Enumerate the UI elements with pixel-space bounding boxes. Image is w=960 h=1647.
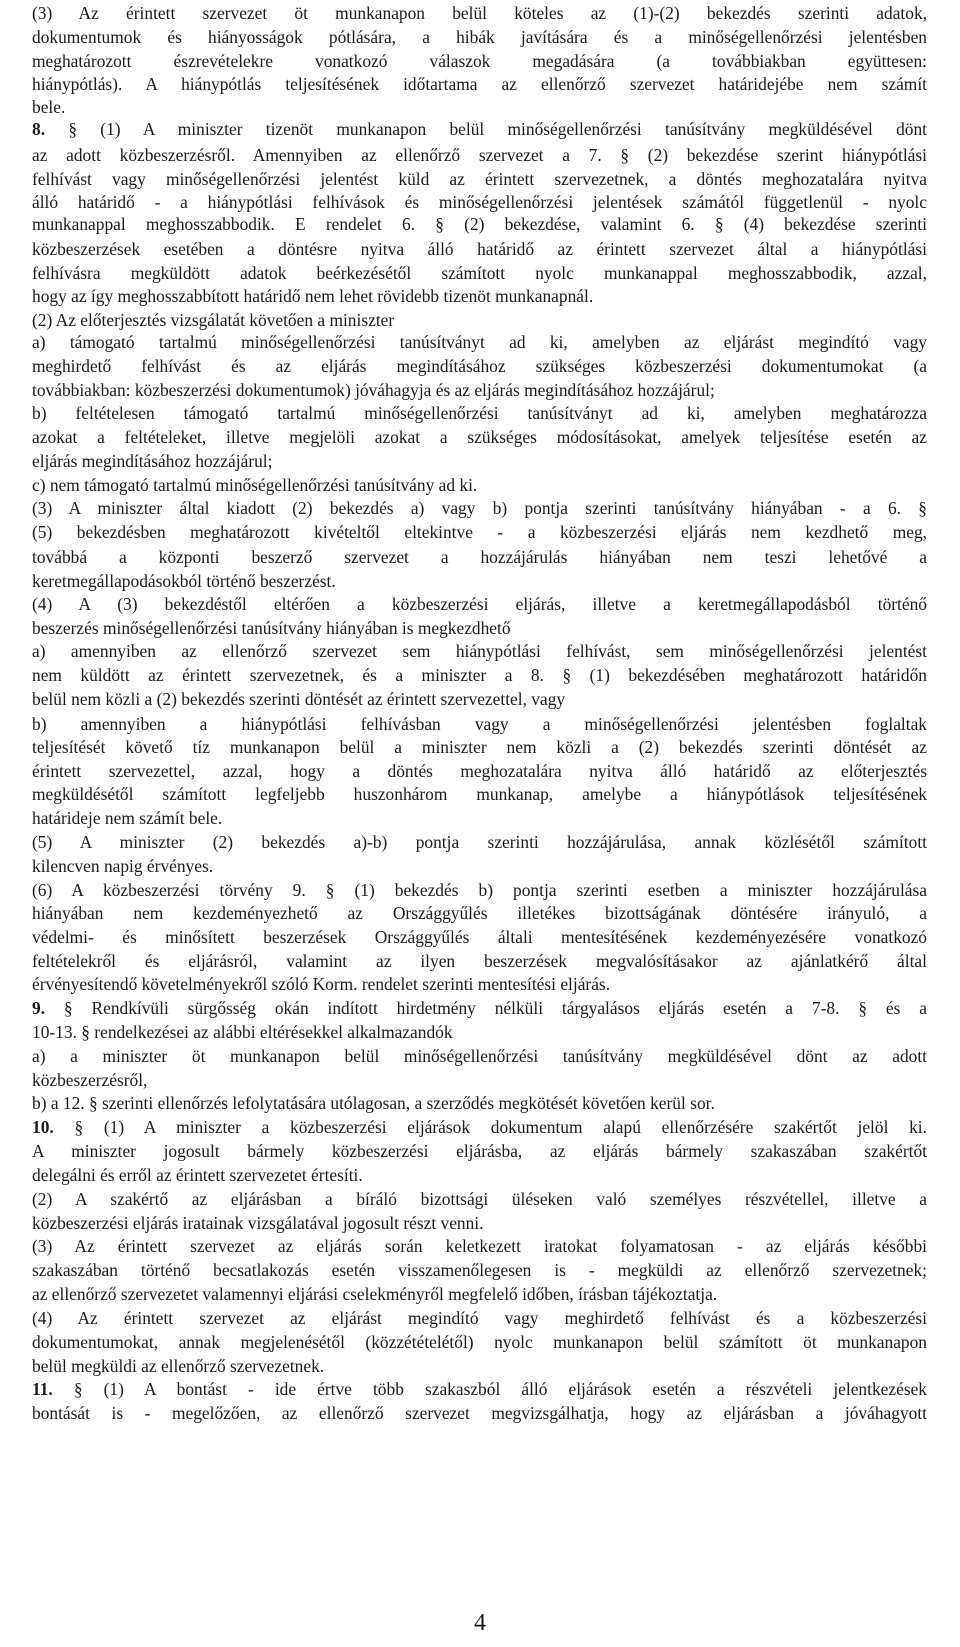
text-line: A miniszter jogosult bármely közbeszerzési eljárásba, az eljárás bármely szakaszában szakértőt [32,1141,927,1161]
text-line: a) amennyiben az ellenőrző szervezet sem hiánypótlási felhívást, sem minőségellenőrzési jelentést [32,641,927,661]
text-line: meghirdető felhívást és az eljárás megindításához szükséges közbeszerzési dokumentumokat (a [32,356,927,376]
text-line: (3) A miniszter által kiadott (2) bekezdés a) vagy b) pontja szerinti tanúsítvány hiányában - a 6. § [32,498,927,518]
text-line: (2) Az előterjesztés vizsgálatát követően a miniszter [32,310,395,330]
text-line: meghatározott észrevételekre vonatkozó válaszok megadására (a továbbiakban együttesen: [32,51,927,71]
text-line: beszerzés minőségellenőrzési tanúsítvány hiányában is megkezdhető [32,618,511,638]
text-line: dokumentumokat, annak megjelenésétől (közzétételétől) nyolc munkanapon belül számított öt munkanapon [32,1332,927,1352]
text-line: b) amennyiben a hiánypótlási felhívásban vagy a minőségellenőrzési jelentésben foglaltak [32,714,927,734]
text-line: felhívást vagy minőségellenőrzési jelentést küld az érintett szervezetnek, a döntés meghozatalára nyitva [32,169,927,189]
text-line: szakaszában történő becsatlakozás esetén visszamenőlegesen is - megküldi az ellenőrző szervezetnek; [32,1260,927,1280]
text-line: teljesítését követő tíz munkanapon belül a miniszter nem közli a (2) bekezdés szerinti döntését az [32,737,927,757]
text-line: közbeszerzések esetében a döntésre nyitva álló határidő az érintett szervezet által a hiánypótlási [32,239,927,259]
text-line: a) a miniszter öt munkanapon belül minőségellenőrzési tanúsítvány megküldésével dönt az adott [32,1046,927,1066]
text-line: b) a 12. § szerinti ellenőrzés lefolytatására utólagosan, a szerződés megkötését követően kerül sor. [32,1093,715,1113]
text-line: hogy az így meghosszabbított határidő nem lehet rövidebb tizenöt munkanapnál. [32,286,594,306]
text-line: érintett szervezettel, azzal, hogy a döntés meghozatalára nyitva álló határidő az előterjesztés [32,761,927,781]
text-line: (3) Az érintett szervezet az eljárás során keletkezett iratokat folyamatosan - az eljárás későbbi [32,1236,927,1256]
text-line: bele. [32,97,66,117]
text-line: c) nem támogató tartalmú minőségellenőrzési tanúsítvány ad ki. [32,475,478,495]
text-line: delegálni és erről az érintett szervezetet értesíti. [32,1165,363,1185]
section-heading-line: 11. § (1) A bontást - ide értve több szakaszból álló eljárások esetén a részvételi jelentkezések [32,1379,927,1399]
text-line: bontását is - megelőzően, az ellenőrző szervezet megvizsgálhatja, hogy az eljárásban a jóváhagyott [32,1403,927,1423]
text-line: keretmegállapodásokból történő beszerzést. [32,571,336,591]
text-line: álló határidő - a hiánypótlási felhívások és minőségellenőrzési jelentések számától függetlenül - nyolc [32,192,927,212]
text-line: érvényesítendő követelményekről szóló Korm. rendelet szerinti mentesítési eljárás. [32,974,611,994]
text-line: felhívásra megküldött adatok beérkezésétől számított nyolc munkanappal meghosszabbodik, azzal, [32,263,927,283]
text-line: munkanappal meghosszabbodik. E rendelet 6. § (2) bekezdése, valamint 6. § (4) bekezdése szerinti [32,214,927,234]
text-line: belül nem közli a (2) bekezdés szerinti döntését az érintett szervezettel, vagy [32,689,566,709]
text-line: (6) A közbeszerzési törvény 9. § (1) bekezdés b) pontja szerinti esetben a miniszter hozzájárulása [32,880,927,900]
text-line: a) támogató tartalmú minőségellenőrzési tanúsítványt ad ki, amelyben az eljárást megindító vagy [32,332,927,352]
section-heading-line: 10. § (1) A miniszter a közbeszerzési eljárások dokumentum alapú ellenőrzésére szakértőt jelöl ki. [32,1117,927,1137]
text-line: megküldésétől számított legfeljebb huszonhárom munkanap, amelybe a hiánypótlások teljesítésének [32,784,927,804]
text-line: feltételekről és eljárásról, valamint az ilyen beszerzések megvalósításakor az ajánlatkérő által [32,951,927,971]
text-line: közbeszerzésről, [32,1070,148,1090]
text-line: 10-13. § rendelkezései az alábbi eltérésekkel alkalmazandók [32,1022,453,1042]
text-line: (5) bekezdésben meghatározott kivételtől eltekintve - a közbeszerzési eljárás nem kezdhető meg, [32,522,927,542]
text-line: b) feltételesen támogató tartalmú minőségellenőrzési tanúsítványt ad ki, amelyben meghatározza [32,403,927,423]
text-line: védelmi- és minősített beszerzések Országgyűlés általi mentesítésének kezdeményezésére vonatkozó [32,927,927,947]
text-line: kilencven napig érvényes. [32,856,214,876]
section-heading-line: 9. § Rendkívüli sürgősség okán indított hirdetmény nélküli tárgyalásos eljárás esetén a 7-8. § és a [32,998,927,1018]
text-line: (4) A (3) bekezdéstől eltérően a közbeszerzési eljárás, illetve a keretmegállapodásból történő [32,594,927,614]
text-line: azokat a feltételeket, illetve megjelöli azokat a szükséges módosításokat, amelyek teljesítése esetén az [32,427,927,447]
text-line: (4) Az érintett szervezet az eljárást megindító vagy meghirdető felhívást és a közbeszerzési [32,1308,927,1328]
text-line: az adott közbeszerzésről. Amennyiben az ellenőrző szervezet a 7. § (2) bekezdése szerint hiánypótlási [32,145,927,165]
text-line: nem küldött az érintett szervezetnek, és a miniszter a 8. § (1) bekezdésében meghatározott határidőn [32,665,927,685]
text-line: belül megküldi az ellenőrző szervezetnek. [32,1356,325,1376]
text-line: továbbá a központi beszerző szervezet a hozzájárulás hiányában nem teszi lehetővé a [32,547,927,567]
text-line: határideje nem számít bele. [32,808,223,828]
text-line: az ellenőrző szervezetet valamennyi eljárási cselekményről megfelelő időben, írásban tájékoztatja. [32,1284,718,1304]
section-heading-line: 8. § (1) A miniszter tizenöt munkanapon belül minőségellenőrzési tanúsítvány megküldésével dönt [32,119,927,139]
page-number: 4 [474,1610,486,1636]
text-line: közbeszerzési eljárás iratainak vizsgálatával jogosult részt venni. [32,1213,484,1233]
text-line: (5) A miniszter (2) bekezdés a)-b) pontja szerinti hozzájárulása, annak közlésétől számított [32,832,927,852]
text-line: eljárás megindításához hozzájárul; [32,451,273,471]
text-line: dokumentumok és hiányosságok pótlására, a hibák javítására és a minőségellenőrzési jelentésben [32,27,927,47]
text-line: hiányában nem kezdeményezhető az Országgyűlés illetékes bizottságának döntésére irányuló, a [32,903,927,923]
text-line: (3) Az érintett szervezet öt munkanapon belül köteles az (1)-(2) bekezdés szerinti adatok, [32,3,927,23]
text-line: hiánypótlás). A hiánypótlás teljesítésének időtartama az ellenőrző szervezet határidejébe nem számít [32,74,927,94]
text-line: továbbiakban: közbeszerzési dokumentumok) jóváhagyja és az eljárás megindításához hozzájárul; [32,380,715,400]
text-line: (2) A szakértő az eljárásban a bíráló bizottsági üléseken való személyes részvétellel, illetve a [32,1189,927,1209]
